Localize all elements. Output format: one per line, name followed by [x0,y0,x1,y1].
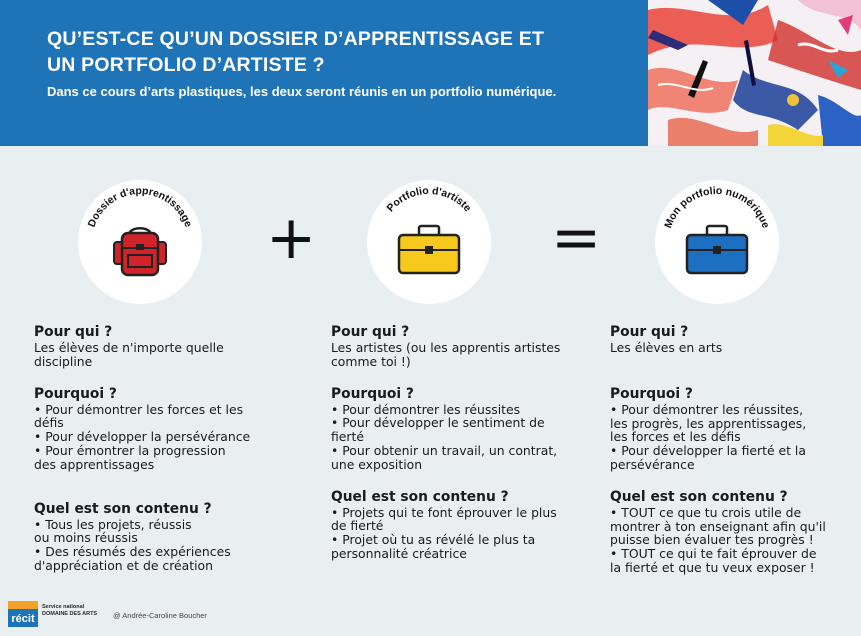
answer-line: • Pour développer le sentiment de [331,415,545,431]
badge-label-portfolio-artiste: Portfolio d'artiste [384,184,474,215]
answer-line: • Projet où tu as révélé le plus ta [331,532,536,548]
answer-line: personnalité créatrice [331,545,467,561]
page-subtitle: Dans ce cours d’arts plastiques, les deux seront réunis en un portfolio numérique. [47,84,557,99]
answer-line: • Pour démontrer les réussites [331,401,521,417]
answer-line: • TOUT ce que tu crois utile de [610,504,802,520]
answer-line: les progrès, les apprentissages, [610,415,807,431]
answer-line: la fierté et que tu veux exposer ! [610,559,815,575]
page-title [47,26,637,78]
answer-line: • Pour développer la fierté et la [610,443,806,459]
answer-line: persévérance [610,456,695,472]
answer-line: • Projets qui te font éprouver le plus [331,504,557,520]
logo-text: récit [11,613,35,625]
briefcase-icon [687,226,747,273]
answer-line: de fierté [331,518,384,534]
equals-sign: = [551,203,602,273]
abstract-painting-image [648,0,861,146]
header-banner [0,0,648,146]
answer-line: • Pour démontrer les réussites, [610,401,804,417]
heading-contenu: Quel est son contenu ? [331,488,509,505]
answer-line: • Pour développer la persévérance [34,429,251,445]
recit-logo [8,601,38,627]
briefcase-icon [399,226,459,273]
answer-line: • Pour démontrer les forces et les [34,401,244,417]
title-line-1: QU’EST-CE QU’UN DOSSIER D’APPRENTISSAGE ET [47,28,545,50]
heading-pourquoi: Pourquoi ? [610,385,693,402]
heading-pourquoi: Pourquoi ? [34,385,117,402]
answer-line: • Tous les projets, réussis [34,516,192,532]
heading-pour-qui: Pour qui ? [610,324,689,340]
answer-line: ou moins réussis [34,530,138,546]
icon-badge-portfolio-artiste [367,180,491,304]
svg-text:Portfolio d'artiste [385,185,474,214]
svg-text:Dossier d'apprentissage [86,185,195,229]
answer-line: les forces et les défis [610,429,741,445]
heading-pourquoi: Pourquoi ? [331,385,414,402]
badge-label-mon-portfolio: Mon portfolio numérique [662,184,772,230]
answer-line: discipline [34,353,93,369]
backpack-icon [114,228,166,275]
answer-line: défis [34,415,64,431]
org-line-2: DOMAINE DES ARTS [42,610,98,617]
org-line-1: Service national [42,604,85,610]
column-mon-portfolio [610,324,850,592]
title-line-2: UN PORTFOLIO D’ARTISTE ? [47,54,325,76]
answer-line: • Des résumés des expériences [34,544,231,560]
answer-line: Les élèves de n'importe quelle [34,340,224,355]
answer-line: • TOUT ce qui te fait éprouver de [610,546,817,562]
heading-contenu: Quel est son contenu ? [34,500,212,517]
answer-line: • Pour émontrer la progression [34,442,226,458]
answer-line: Les élèves en arts [610,340,723,355]
answer-line: puisse bien évaluer tes progrès ! [610,532,814,548]
plus-sign: + [266,203,317,273]
svg-text:Mon portfolio numérique [662,185,771,230]
icon-badge-mon-portfolio [655,180,779,304]
column-dossier [34,324,274,590]
org-name [42,604,97,617]
heading-pour-qui: Pour qui ? [34,324,113,340]
answer-line: comme toi !) [331,353,411,369]
icon-badge-dossier [78,180,202,304]
answer-line: Les artistes (ou les apprentis artistes [331,340,561,355]
heading-pour-qui: Pour qui ? [331,324,410,340]
answer-line: montrer à ton enseignant afin qu'il [610,518,826,534]
answer-line: une exposition [331,456,423,472]
answer-line: des apprentissages [34,456,155,472]
column-portfolio-artiste [331,324,571,578]
answer-line: • Pour obtenir un travail, un contrat, [331,442,558,458]
badge-label-dossier: Dossier d'apprentissage [85,184,195,229]
answer-line: d'appréciation et de création [34,557,213,573]
author-credit: @ Andrée-Caroline Boucher [113,611,207,620]
answer-line: fierté [331,429,365,445]
heading-contenu: Quel est son contenu ? [610,488,788,505]
